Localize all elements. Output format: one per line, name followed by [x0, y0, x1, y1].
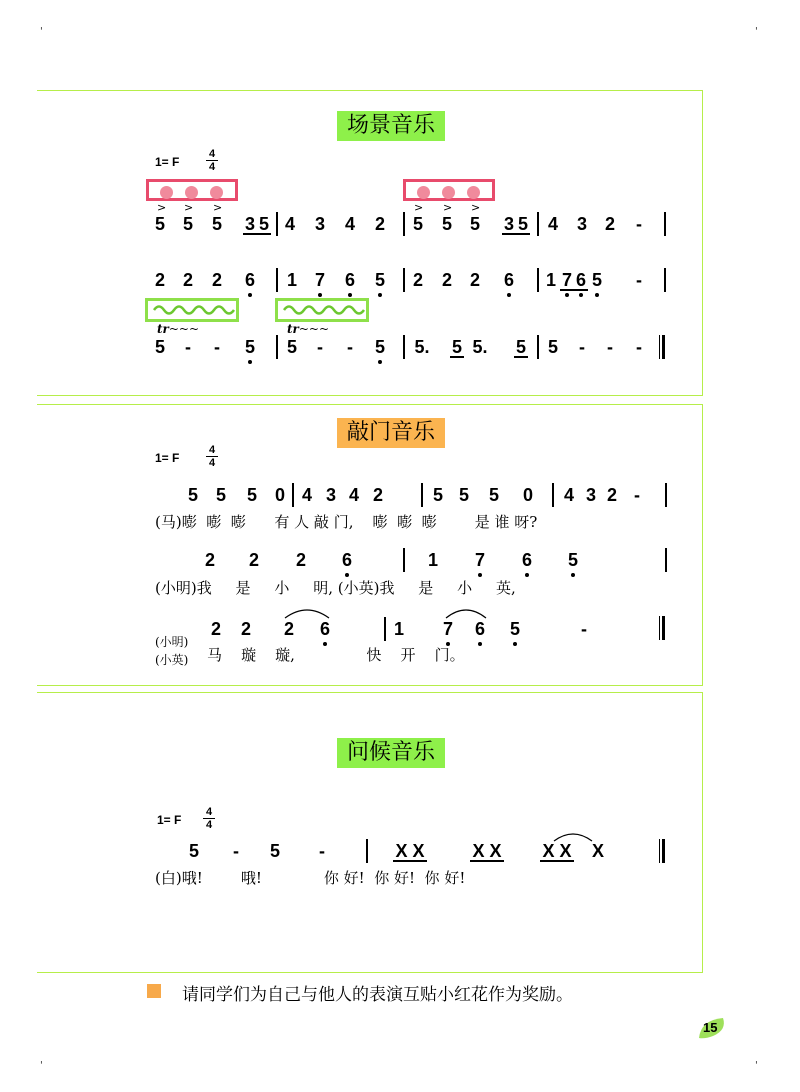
note: 7 [561, 270, 572, 290]
note: 2 [469, 270, 480, 290]
note: - [317, 337, 323, 357]
note: 5 [517, 214, 528, 234]
note: 5 [441, 214, 452, 234]
note: 1 [545, 270, 556, 290]
note: 4 [301, 485, 312, 505]
note: 5 [567, 550, 578, 570]
note: 7 [314, 270, 325, 290]
accent-mark: > [443, 201, 453, 214]
note: 4 [547, 214, 558, 234]
bar-line [403, 335, 405, 359]
note: 5 [286, 337, 297, 357]
note: X X [540, 842, 574, 862]
trill-mark: tr~~~ [287, 322, 330, 336]
note: 5. [414, 337, 430, 357]
instruction-note: 请同学们为自己与他人的表演互贴小红花作为奖励。 [182, 985, 573, 1005]
time-signature: $\frac{4}{4}$ [206, 148, 218, 173]
bar-line [537, 335, 539, 359]
greeting-music-panel [37, 692, 703, 973]
lyrics-line: 马 璇 璇, 快 开 门。 [207, 646, 465, 664]
note: 5 [187, 485, 198, 505]
accent-mark: > [184, 201, 194, 214]
note: 6 [575, 270, 586, 290]
note: X [591, 841, 604, 861]
note: 5 [246, 485, 257, 505]
note: 3 [325, 485, 336, 505]
time-signature: $\frac{4}{4}$ [203, 806, 215, 831]
note: 2 [604, 214, 615, 234]
note: 5 [547, 337, 558, 357]
note: - [214, 337, 220, 357]
trill-mark: tr~~~ [157, 322, 200, 336]
note: - [636, 270, 642, 290]
note: 3 [244, 214, 255, 234]
note: 4 [563, 485, 574, 505]
bar-line [366, 839, 368, 863]
lyrics-line: (白)哦! 哦! 你 好! 你 好! 你 好! [155, 869, 466, 887]
note: 2 [372, 485, 383, 505]
note: 3 [314, 214, 325, 234]
note: - [319, 841, 325, 861]
note: 3 [503, 214, 514, 234]
bar-line [403, 212, 405, 236]
note: 2 [204, 550, 215, 570]
final-bar-line [659, 839, 665, 863]
note: 6 [319, 619, 330, 639]
note: 5 [515, 337, 526, 357]
note: 2 [295, 550, 306, 570]
note: 2 [374, 214, 385, 234]
bar-line [665, 548, 667, 572]
bar-line [276, 212, 278, 236]
note: - [581, 619, 587, 639]
note: - [607, 337, 613, 357]
note: 2 [240, 619, 251, 639]
slur [283, 606, 331, 620]
note: 7 [442, 619, 453, 639]
note: 5. [472, 337, 488, 357]
note: 2 [211, 270, 222, 290]
crop-mark: ' [40, 26, 43, 37]
speaker-label: (小明) [155, 635, 189, 649]
note: 2 [283, 619, 294, 639]
crop-mark: ' [755, 26, 758, 37]
note: 6 [244, 270, 255, 290]
bar-line [403, 548, 405, 572]
note: 5 [182, 214, 193, 234]
note: 1 [427, 550, 438, 570]
note: - [634, 485, 640, 505]
slur [444, 606, 488, 620]
accent-mark: > [414, 201, 424, 214]
crop-mark: ' [755, 1060, 758, 1071]
note: 2 [441, 270, 452, 290]
note: 5 [215, 485, 226, 505]
note: 5 [374, 337, 385, 357]
bar-line [276, 335, 278, 359]
speaker-label: (小英) [155, 653, 189, 667]
key-signature: 1= F [157, 813, 182, 827]
final-bar-line [659, 335, 665, 359]
note: 3 [576, 214, 587, 234]
note: - [636, 214, 642, 234]
bar-line [276, 268, 278, 292]
bar-line [537, 212, 539, 236]
note: 3 [585, 485, 596, 505]
note: 5 [154, 214, 165, 234]
note: 6 [474, 619, 485, 639]
bar-line [403, 268, 405, 292]
note: X X [393, 842, 427, 862]
note: 5 [591, 270, 602, 290]
scene-music-title: 场景音乐 [337, 111, 445, 141]
note: 5 [432, 485, 443, 505]
lyrics-line: (马)嘭 嘭 嘭 有 人 敲 门, 嘭 嘭 嘭 是 谁 呀? [155, 513, 538, 531]
note: 0 [274, 485, 285, 505]
note: - [579, 337, 585, 357]
key-signature: 1= F [155, 155, 180, 169]
note: 6 [344, 270, 355, 290]
note: 2 [248, 550, 259, 570]
note: 1 [286, 270, 297, 290]
note: - [233, 841, 239, 861]
key-signature: 1= F [155, 451, 180, 465]
note: 5 [412, 214, 423, 234]
accent-mark: > [213, 201, 223, 214]
time-signature: $\frac{4}{4}$ [206, 444, 218, 469]
accent-highlight [146, 179, 238, 201]
note: - [636, 337, 642, 357]
note: 5 [451, 337, 462, 357]
bar-line [665, 483, 667, 507]
note: 4 [348, 485, 359, 505]
accent-highlight [403, 179, 495, 201]
note: 2 [182, 270, 193, 290]
note: 5 [211, 214, 222, 234]
note: - [185, 337, 191, 357]
note: 2 [154, 270, 165, 290]
lyrics-line: (小明)我 是 小 明, (小英)我 是 小 英, [155, 579, 516, 597]
note: 6 [341, 550, 352, 570]
note: 4 [344, 214, 355, 234]
note: X X [470, 842, 504, 862]
note: 5 [458, 485, 469, 505]
note: 5 [188, 841, 199, 861]
trill-highlight [275, 298, 369, 322]
note: 6 [503, 270, 514, 290]
note: 5 [509, 619, 520, 639]
crop-mark: ' [40, 1060, 43, 1071]
note: 4 [284, 214, 295, 234]
page-number: 15 [703, 1020, 718, 1035]
greeting-music-title: 问候音乐 [337, 738, 445, 768]
note: 5 [374, 270, 385, 290]
knock-music-title: 敲门音乐 [337, 418, 445, 448]
note: 5 [244, 337, 255, 357]
trill-highlight [145, 298, 239, 322]
note: 2 [606, 485, 617, 505]
note: 5 [488, 485, 499, 505]
bar-line [292, 483, 294, 507]
bar-line [421, 483, 423, 507]
bar-line [664, 268, 666, 292]
note: 0 [522, 485, 533, 505]
accent-mark: > [471, 201, 481, 214]
accent-mark: > [157, 201, 167, 214]
note: 5 [258, 214, 269, 234]
bar-line [537, 268, 539, 292]
bar-line [664, 212, 666, 236]
note: 5 [154, 337, 165, 357]
note: - [347, 337, 353, 357]
note: 2 [210, 619, 221, 639]
final-bar-line [659, 616, 665, 640]
note: 5 [469, 214, 480, 234]
note: 6 [521, 550, 532, 570]
note: 2 [412, 270, 423, 290]
note: 7 [474, 550, 485, 570]
note: 1 [393, 619, 404, 639]
bullet-square [147, 984, 161, 998]
bar-line [552, 483, 554, 507]
note: 5 [269, 841, 280, 861]
bar-line [384, 617, 386, 641]
